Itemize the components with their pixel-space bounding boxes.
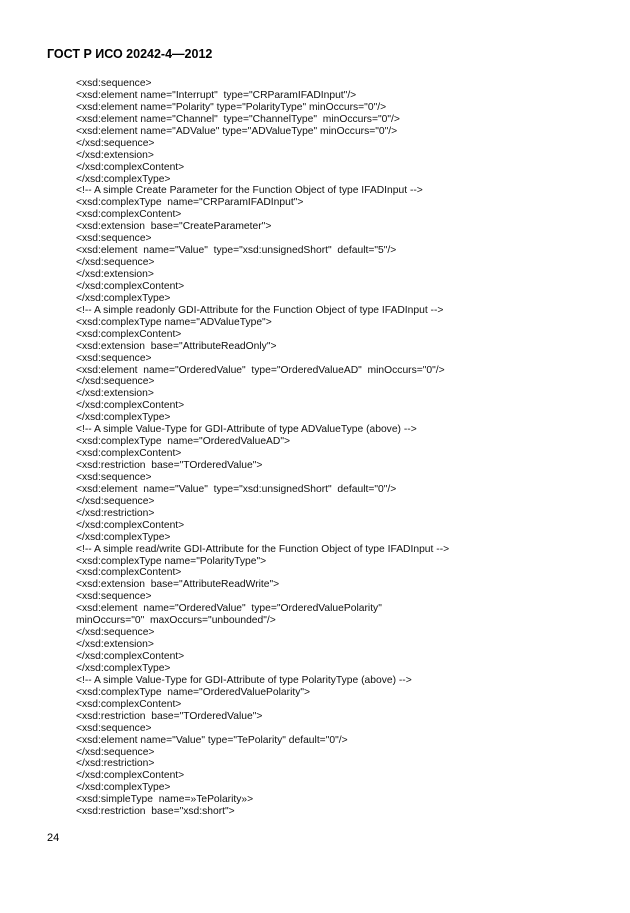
code-line: </xsd:complexContent> [76,161,185,173]
code-line: </xsd:complexType> [76,782,171,794]
code-line: <xsd:element name="Value" type="xsd:unsignedShort" default="0"/> [76,483,397,495]
code-line: <xsd:sequence> [76,233,152,245]
code-line: <xsd:complexContent> [76,209,182,221]
code-line: <xsd:element name="ADValue" type="ADValueType" minOccurs="0"/> [76,125,398,137]
code-line: </xsd:sequence> [76,627,155,639]
code-line: </xsd:complexType> [76,412,171,424]
page-number: 24 [47,832,60,844]
code-line: </xsd:extension> [76,639,154,651]
document-header-title: ГОСТ Р ИСО 20242-4—2012 [47,47,213,61]
code-line: </xsd:complexContent> [76,519,185,531]
code-line: </xsd:complexType> [76,292,171,304]
code-line: <!-- A simple Value-Type for GDI-Attribute of type PolarityType (above) --> [76,674,412,686]
code-line: <xsd:complexType name="ADValueType"> [76,316,272,328]
code-line: <!-- A simple read/write GDI-Attribute for the Function Object of type IFADInput --> [76,543,450,555]
code-line: <xsd:extension base="CreateParameter"> [76,221,272,233]
code-line: </xsd:extension> [76,388,154,400]
code-line: <xsd:element name="Value" type="TePolarity" default="0"/> [76,734,348,746]
code-line: </xsd:complexContent> [76,770,185,782]
code-line: <xsd:complexType name="OrderedValuePolarity"> [76,686,311,698]
code-line: </xsd:complexType> [76,662,171,674]
code-line: <xsd:element name="OrderedValue" type="OrderedValueAD" minOccurs="0"/> [76,364,445,376]
code-line: <xsd:element name="Polarity" type="PolarityType" minOccurs="0"/> [76,101,387,113]
code-line: <xsd:element name="Channel" type="ChannelType" minOccurs="0"/> [76,113,400,125]
code-line: <xsd:sequence> [76,471,152,483]
code-line: <xsd:sequence> [76,352,152,364]
code-line: <xsd:complexContent> [76,567,182,579]
code-line: </xsd:complexContent> [76,651,185,662]
code-line: <xsd:element name="Interrupt" type="CRParamIFADInput"/> [76,89,357,101]
xsd-code-listing [76,78,596,818]
code-line: <xsd:complexContent> [76,328,182,340]
code-line: <xsd:element name="Value" type="xsd:unsignedShort" default="5"/> [76,245,397,257]
code-line: <xsd:restriction base="xsd:short"> [76,806,235,818]
code-line: </xsd:extension> [76,269,154,280]
code-line: <xsd:complexType name="PolarityType"> [76,555,267,567]
code-line: </xsd:sequence> [76,746,155,758]
code-line: minOccurs="0" maxOccurs="unbounded"/> [76,615,276,627]
code-line: <xsd:sequence> [76,78,152,89]
code-line: </xsd:complexContent> [76,400,185,412]
code-line: <!-- A simple readonly GDI-Attribute for the Function Object of type IFADInput --> [76,304,444,316]
code-line: <xsd:complexType name="OrderedValueAD"> [76,436,291,448]
code-line: </xsd:restriction> [76,507,155,519]
code-line: <xsd:restriction base="TOrderedValue"> [76,710,263,722]
code-line: </xsd:complexContent> [76,280,185,292]
code-line: </xsd:complexType> [76,173,171,185]
code-line: <xsd:extension base="AttributeReadWrite"> [76,579,280,591]
code-line: </xsd:complexType> [76,531,171,543]
code-line: </xsd:restriction> [76,758,155,770]
code-line: </xsd:sequence> [76,257,155,269]
code-line: <xsd:complexType name="CRParamIFADInput"> [76,197,304,209]
code-line: </xsd:sequence> [76,495,155,507]
code-line: <xsd:extension base="AttributeReadOnly"> [76,340,277,352]
code-line: <!-- A simple Value-Type for GDI-Attribute of type ADValueType (above) --> [76,424,417,436]
code-line: <xsd:sequence> [76,722,152,734]
code-line: <xsd:simpleType name=»TePolarity»> [76,794,254,806]
code-line: <xsd:restriction base="TOrderedValue"> [76,460,263,471]
code-line: </xsd:sequence> [76,376,155,388]
code-line: <xsd:element name="OrderedValue" type="OrderedValuePolarity" [76,603,382,615]
code-line: </xsd:sequence> [76,137,155,149]
code-line: <xsd:complexContent> [76,448,182,460]
code-line: <!-- A simple Create Parameter for the Function Object of type IFADInput --> [76,185,423,197]
code-line: </xsd:extension> [76,149,154,161]
code-line: <xsd:complexContent> [76,698,182,710]
code-line: <xsd:sequence> [76,591,152,603]
